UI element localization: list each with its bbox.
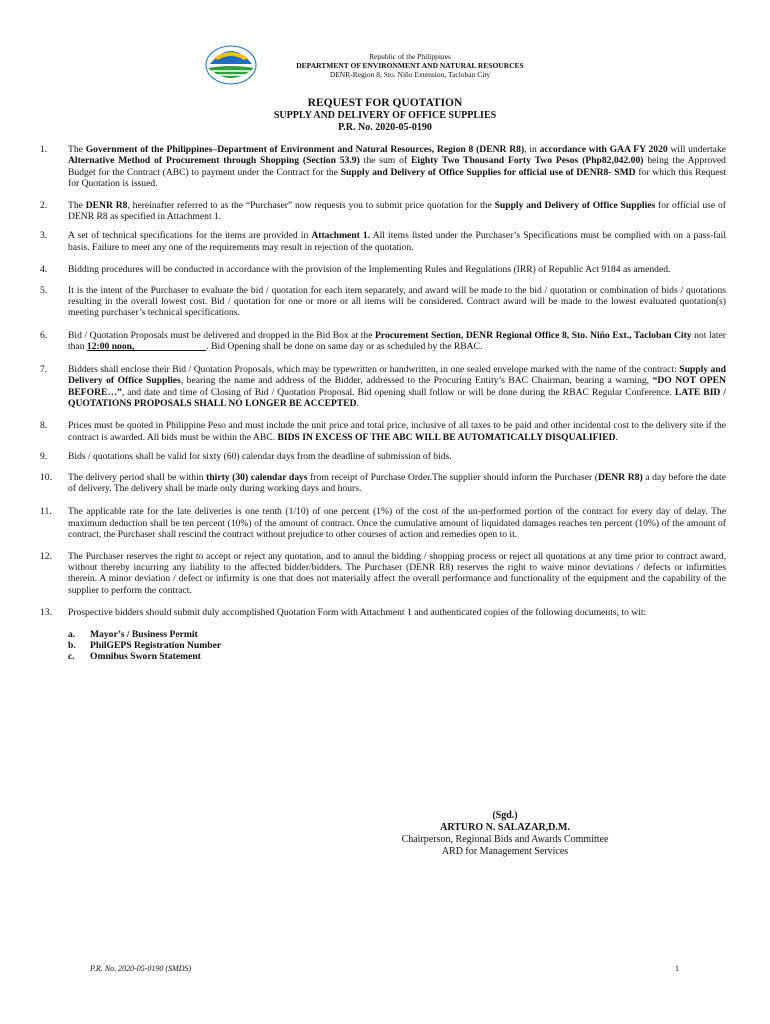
- clause-text-bold: “DO NOT OPEN BEFORE…”: [68, 375, 726, 398]
- footer-reference: P.R. No. 2020-05-0190 (SMDS): [90, 964, 192, 973]
- clause-text-bold: DENR R8): [597, 471, 643, 483]
- clause-text-bold: 12:00 noon,: [86, 341, 207, 353]
- clause-text: Prospective bidders should submit duly accomplished Quotation Form with Attachment 1 and authenticated copies of the following documents, to wit:: [68, 607, 647, 619]
- clause-text: It is the intent of the Purchaser to evaluate the bid / quotation for each item separately, and award will be made to the bid / quotation or combination of bids / quotations resulting in the overall lowest cost. Bid / quotation for one or more or all items will be considered. Contract award will be made to the lowest evaluated quotation(s) meeting purchaser’s technical specifications.: [68, 284, 726, 319]
- clause-number: 3.: [40, 230, 48, 242]
- clause-text: will undertake: [667, 144, 726, 155]
- clause-text: The: [68, 144, 86, 155]
- clause-number: 5.: [40, 284, 48, 296]
- clause-text: , bearing the name and address of the Bidder, addressed to the Procuring Entity’s BAC Chairman, bearing a warning,: [180, 375, 653, 387]
- requirement-item: [68, 640, 726, 651]
- clause-text: , in: [524, 144, 540, 155]
- clause-item: [40, 230, 726, 253]
- clause-text: Bidders shall enclose their Bid / Quotation Proposals, which may be typewritten or handwritten, in one sealed envelope marked with the name of the contract:: [68, 363, 680, 375]
- clause-text-bold: accordance with GAA FY 2020: [539, 144, 668, 155]
- requirement-letter: c.: [68, 651, 75, 663]
- requirement-item: [68, 629, 726, 640]
- clause-text: , and date and time of Closing of Bid / Quotation Proposal. Bid opening shall follow or will be done during the RBAC Regular Conference.: [121, 386, 675, 398]
- clause-item: [40, 607, 726, 663]
- clause-item: [40, 506, 726, 540]
- requirement-text: Omnibus Sworn Statement: [90, 651, 201, 663]
- signed-mark: (Sgd.): [492, 810, 518, 821]
- clause-text: All items listed under the Purchaser’s Specifications must be complied with on a pass-fail basis. Failure to meet any one of the requirements may result in rejection of the quotation.: [68, 230, 726, 253]
- clause-number: 2.: [40, 199, 48, 211]
- clause-text: , hereinafter referred to as the “Purchaser” now requests you to submit price quotation for the: [127, 199, 495, 211]
- signature-block: [380, 810, 630, 858]
- letterhead: [260, 52, 560, 79]
- requirement-letter: b.: [68, 640, 76, 651]
- document-title: [0, 97, 770, 134]
- clause-text: for which this Request for Quotation is issued.: [68, 166, 726, 190]
- clause-text: . Bid Opening shall be done on same day or as scheduled by the RBAC.: [206, 341, 483, 353]
- clause-text-bold: Supply and Delivery of Office Supplies: [494, 199, 656, 211]
- clause-item: [40, 420, 726, 443]
- clause-text-bold: Supply and Delivery of Office Supplies: [68, 363, 726, 387]
- clause-text-bold: DENR R8: [85, 199, 128, 211]
- signatory-name: ARTURO N. SALAZAR,D.M.: [440, 822, 570, 833]
- department-line: DEPARTMENT OF ENVIRONMENT AND NATURAL RESOURCES: [296, 61, 524, 70]
- requirement-text: PhilGEPS Registration Number: [90, 640, 222, 651]
- requirements-list: [68, 629, 726, 663]
- clause-text-bold: thirty (30) calendar days: [206, 471, 308, 483]
- pr-number: P.R. No. 2020-05-0190: [338, 122, 432, 133]
- denr-logo-icon: [204, 44, 258, 86]
- clause-text-bold: BIDS IN EXCESS OF THE ABC WILL BE AUTOMATICALLY DISQUALIFIED: [277, 431, 616, 443]
- clause-item: [40, 144, 726, 190]
- clause-item: [40, 451, 726, 462]
- clause-item: [40, 285, 726, 319]
- clause-text-bold: Supply and Delivery of Office Supplies for official use of DENR8- SMD: [340, 166, 636, 178]
- clause-item: [40, 330, 726, 353]
- requirement-text: Mayor’s / Business Permit: [90, 628, 198, 640]
- clause-text: Bidding procedures will be conducted in accordance with the provision of the Implementing Rules and Regulations (IRR) of Republic Act 9184 as amended.: [68, 264, 671, 276]
- numbered-clauses: [40, 144, 726, 663]
- subtitle: SUPPLY AND DELIVERY OF OFFICE SUPPLIES: [273, 110, 497, 121]
- clause-text-bold: Alternative Method of Procurement through Shopping (Section 53.9): [68, 155, 360, 167]
- address-line: DENR-Region 8, Sto. Niño Extension, Tacloban City: [329, 70, 491, 79]
- clause-text: The: [68, 199, 86, 211]
- clause-item: [40, 200, 726, 223]
- clause-item: [40, 472, 726, 495]
- requirement-letter: a.: [68, 628, 76, 640]
- clause-text-bold: Government of the Philippines–Department of Environment and Natural Resources, Region 8 (DENR R8): [85, 144, 525, 155]
- clause-text: The applicable rate for the late deliveries is one tenth (1/10) of one percent (1%) of the cost of the un-performed portion of the contract for every day of delay. The maximum deduction shall be ten percent (10%) of the amount of contract. Once the cumulative amount of liquidated damages reaches ten percent (10%) of the amount of contract, the Purchaser shall rescind the contract without prejudice to other courses of action and remedies open to it.: [68, 506, 726, 541]
- clause-number: 7.: [40, 363, 48, 375]
- clause-text: the sum of: [359, 155, 412, 167]
- clause-text-bold: Procurement Section, DENR Regional Office 8, Sto. Niño Ext., Tacloban City: [375, 329, 692, 341]
- signatory-role: Chairperson, Regional Bids and Awards Committee: [401, 834, 609, 845]
- clause-text: not later than: [68, 329, 727, 353]
- clause-text: The Purchaser reserves the right to accept or reject any quotation, and to annul the bidding / shopping process or reject all quotations at any time prior to contract award, without thereby incurring any liability to the affected bidder/bidders. The Purchaser (DENR R8) reserves the right to waive minor deviations / defects or infirmities therein. A minor deviation / defect or infirmity is one that does not materially affect the overall performance and functionality of the equipment and the capability of the supplier to perform the contract.: [68, 550, 726, 596]
- clause-number: 1.: [40, 144, 48, 155]
- clause-number: 9.: [40, 451, 48, 463]
- page-title: REQUEST FOR QUOTATION: [307, 97, 463, 109]
- republic-line: Republic of the Philippines: [369, 52, 451, 61]
- clause-number: 12.: [40, 550, 52, 562]
- clause-text: Bids / quotations shall be valid for sixty (60) calendar days from the deadline of submission of bids.: [68, 451, 452, 463]
- clause-item: [40, 364, 726, 410]
- clause-text-bold: LATE BID / QUOTATIONS PROPOSALS SHALL NO LONGER BE ACCEPTED: [68, 386, 727, 409]
- clause-number: 11.: [40, 506, 52, 518]
- clause-text: A set of technical specifications for the items are provided in: [68, 230, 312, 242]
- clause-item: [40, 551, 726, 597]
- requirement-item: [68, 651, 726, 662]
- clause-text: for official use of DENR R8 as specified in Attachment 1.: [68, 199, 726, 223]
- clause-text: being the Approved Budget for the Contract (ABC) to payment under the Contract for the: [68, 155, 726, 178]
- clause-text: .: [615, 431, 618, 443]
- clause-number: 13.: [40, 607, 52, 619]
- clause-number: 4.: [40, 264, 48, 276]
- clause-number: 10.: [40, 471, 52, 483]
- clause-number: 8.: [40, 420, 48, 432]
- clause-text: a day before the date of delivery. The delivery shall be made only during working days and hours.: [68, 471, 726, 494]
- page-number: 1: [675, 964, 679, 973]
- clause-item: [40, 264, 726, 275]
- clause-text: from receipt of Purchase Order.The supplier should inform the Purchaser (: [307, 471, 598, 483]
- clause-text: The delivery period shall be within: [68, 471, 207, 483]
- clause-number: 6.: [40, 329, 48, 341]
- clause-text: Prices must be quoted in Philippine Peso and must include the unit price and total price, inclusive of all taxes to be paid and other incidental cost to the delivery site if the contract is awarded. All bids must be within the ABC.: [68, 420, 726, 443]
- signatory-office: ARD for Management Services: [441, 846, 569, 857]
- clause-text-bold: Attachment 1.: [311, 230, 371, 242]
- clause-text-bold: Eighty Two Thousand Forty Two Pesos (Php82,042.00): [411, 155, 644, 167]
- clause-text: .: [356, 397, 359, 409]
- clause-text: Bid / Quotation Proposals must be delivered and dropped in the Bid Box at the: [68, 329, 376, 341]
